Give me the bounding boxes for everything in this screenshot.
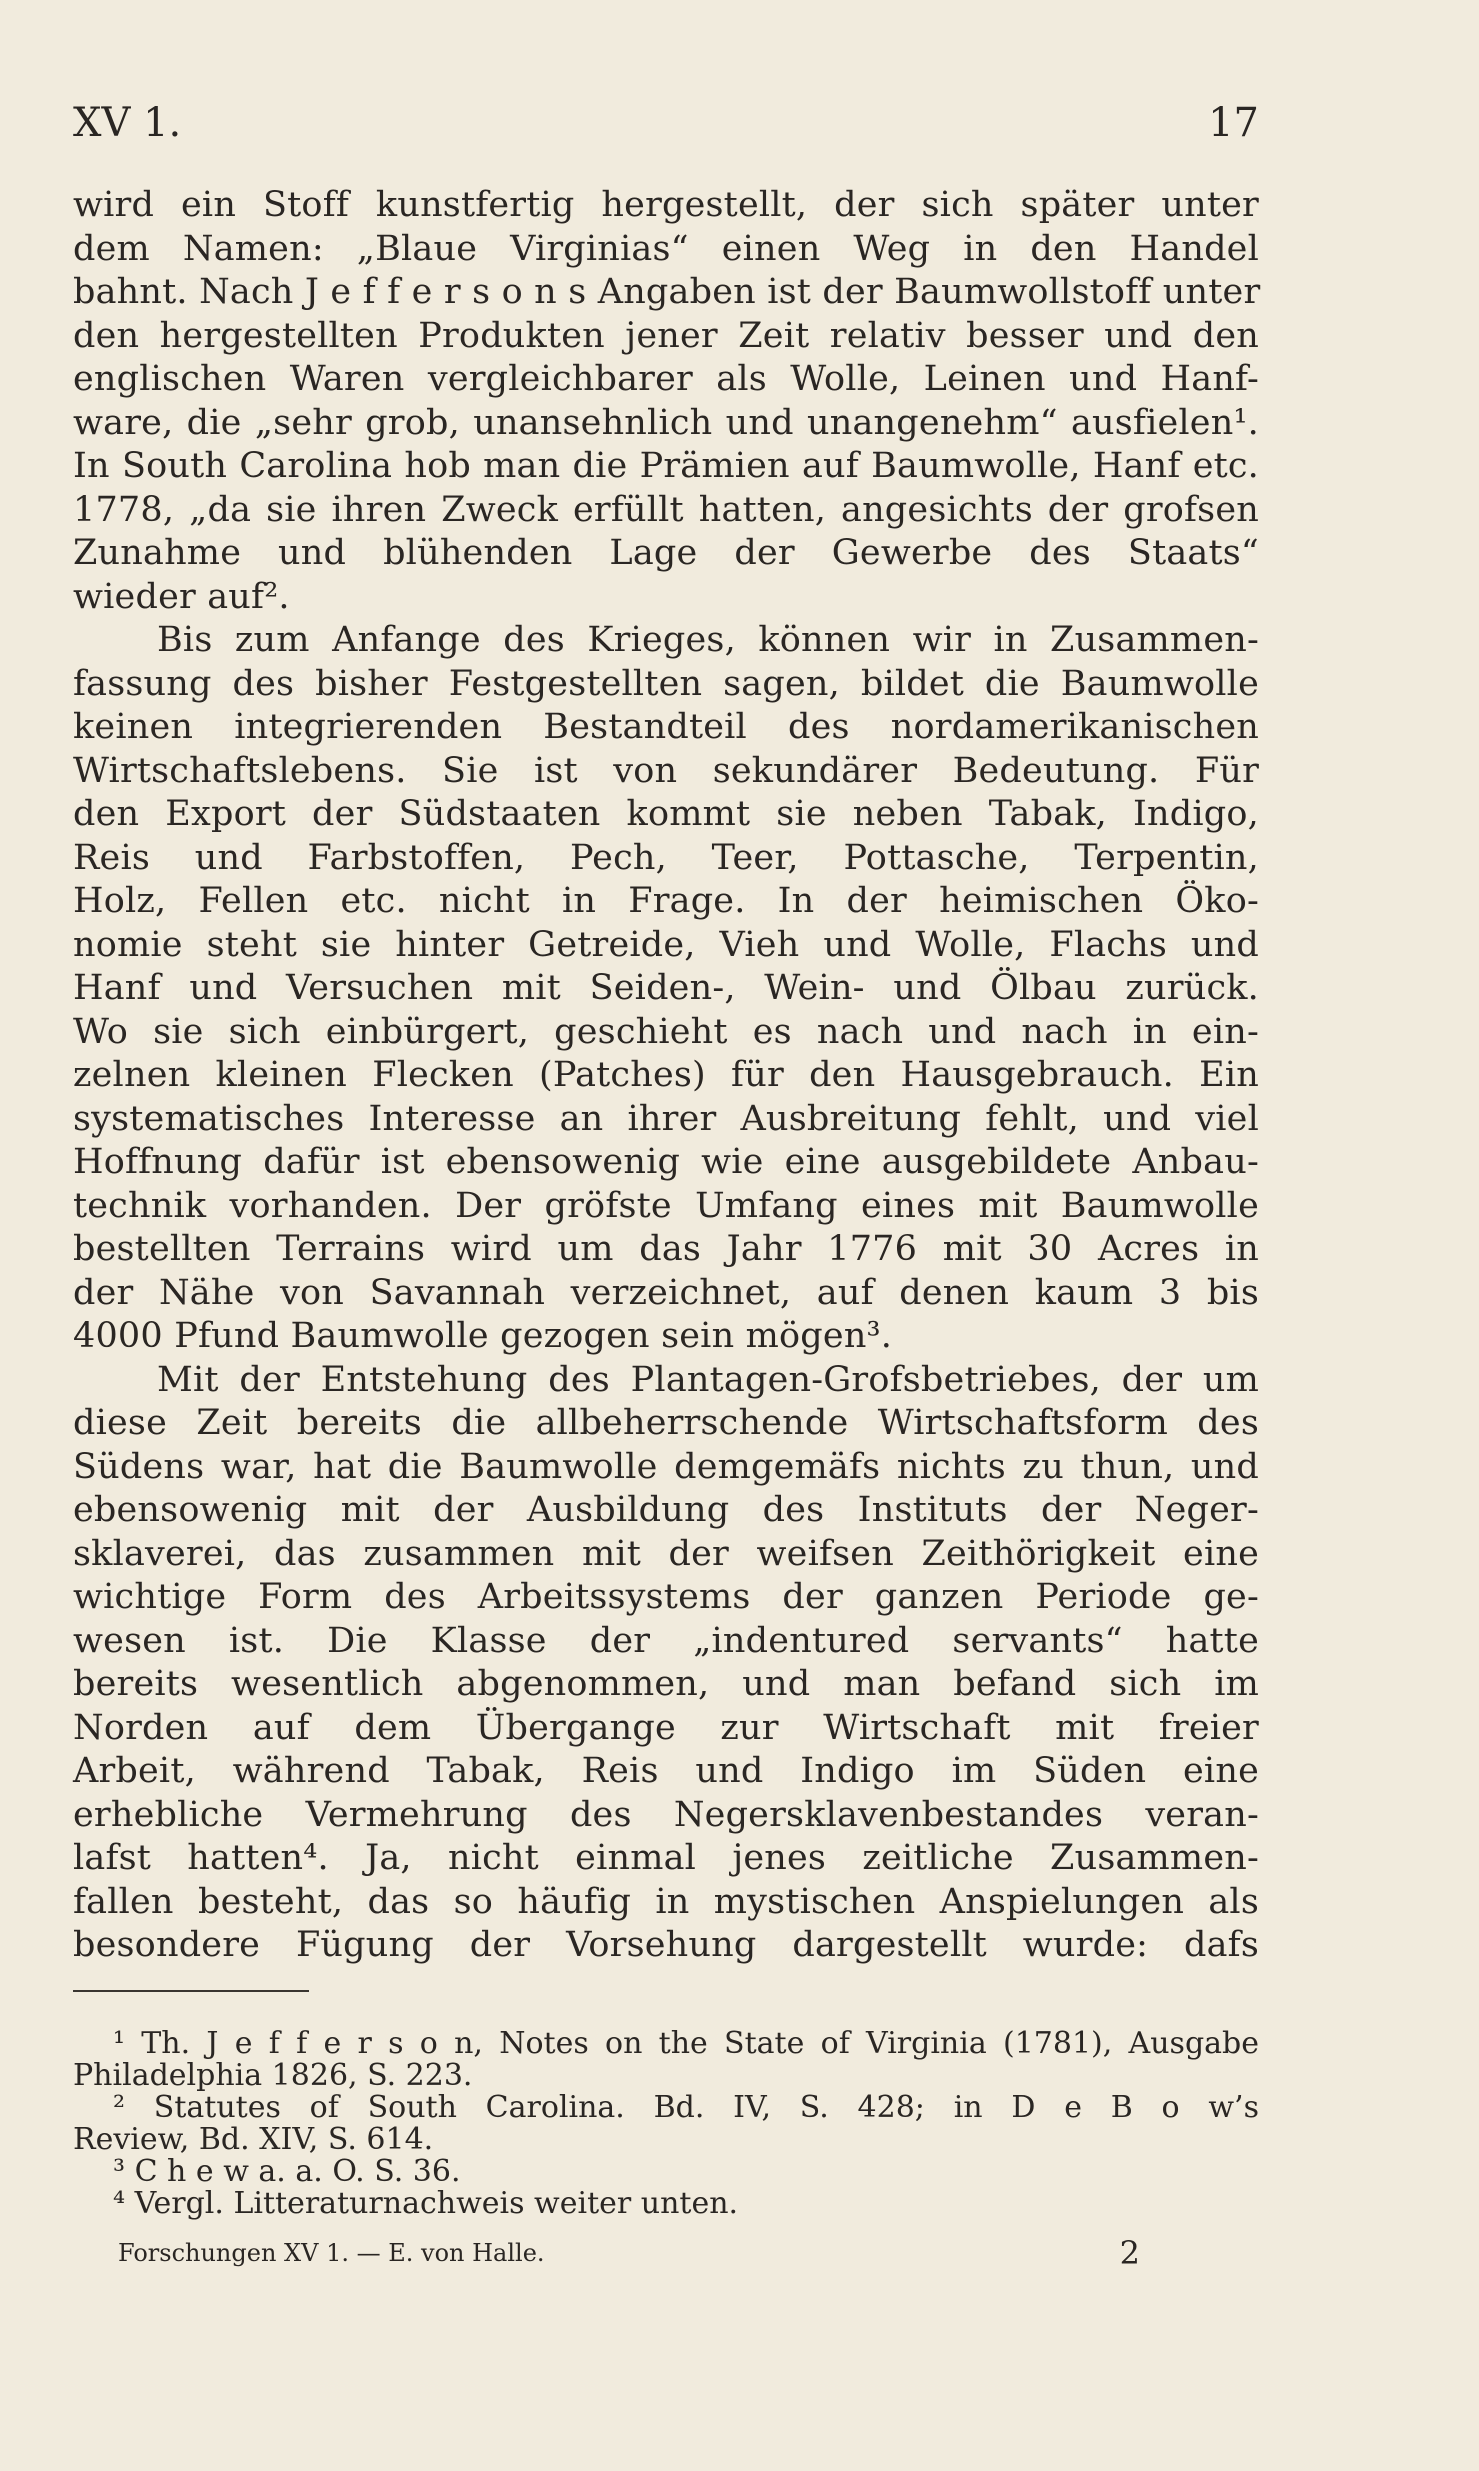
text-line: englischen Waren vergleichbarer als Wolle, Leinen und Hanf- bbox=[73, 359, 1259, 399]
footnote-line: ⁴ Vergl. Litteraturnachweis weiter unten. bbox=[113, 2186, 739, 2221]
text-line: keinen integrierenden Bestandteil des nordamerikanischen bbox=[73, 707, 1259, 747]
text-line: Südens war, hat die Baumwolle demgemäfs nichts zu thun, und bbox=[73, 1446, 1259, 1487]
text-line: Wo sie sich einbürgert, geschieht es nach und nach in ein- bbox=[73, 1011, 1259, 1052]
text-line: systematisches Interesse an ihrer Ausbreitung fehlt, und viel bbox=[73, 1098, 1259, 1139]
text-line: ware, die „sehr grob, unansehnlich und unangenehm“ ausfielen¹. bbox=[73, 402, 1259, 443]
text-line: lafst hatten⁴. Ja, nicht einmal jenes zeitliche Zusammen- bbox=[73, 1838, 1259, 1878]
text-line: In South Carolina hob man die Prämien auf Baumwolle, Hanf etc. bbox=[73, 446, 1259, 486]
text-line: Holz, Fellen etc. nicht in Frage. In der heimischen Öko- bbox=[73, 881, 1259, 921]
footnotes bbox=[73, 2028, 1259, 2220]
text-line: wird ein Stoff kunstfertig hergestellt, der sich später unter bbox=[73, 185, 1259, 225]
text-line: den hergestellten Produkten jener Zeit relativ besser und den bbox=[73, 315, 1259, 356]
footnote-line: Review, Bd. XIV, S. 614. bbox=[73, 2122, 434, 2157]
text-line: Zunahme und blühenden Lage der Gewerbe des Staats“ bbox=[73, 533, 1259, 573]
footnote-rule bbox=[73, 1990, 309, 1992]
text-line: dem Namen: „Blaue Virginias“ einen Weg in den Handel bbox=[73, 228, 1259, 269]
signature-text: Forschungen XV 1. — E. von Halle. bbox=[118, 2239, 545, 2267]
text-line: Mit der Entstehung des Plantagen-Grofsbetriebes, der um bbox=[157, 1359, 1259, 1400]
text-line: den Export der Südstaaten kommt sie neben Tabak, Indigo, bbox=[73, 794, 1259, 834]
text-line: bestellten Terrains wird um das Jahr 1776 mit 30 Acres in bbox=[73, 1229, 1259, 1269]
text-line: Reis und Farbstoffen, Pech, Teer, Pottasche, Terpentin, bbox=[73, 837, 1259, 878]
text-line: Norden auf dem Übergange zur Wirtschaft mit freier bbox=[73, 1707, 1259, 1748]
text-line: besondere Fügung der Vorsehung dargestellt wurde: dafs bbox=[73, 1925, 1259, 1965]
text-line: sklaverei, das zusammen mit der weifsen Zeithörigkeit eine bbox=[73, 1533, 1259, 1574]
text-line: technik vorhanden. Der gröfste Umfang eines mit Baumwolle bbox=[73, 1185, 1259, 1226]
text-line: bereits wesentlich abgenommen, und man befand sich im bbox=[73, 1664, 1259, 1704]
text-line: Wirtschaftslebens. Sie ist von sekundärer Bedeutung. Für bbox=[73, 750, 1259, 791]
text-line: fallen besteht, das so häufig in mystischen Anspielungen als bbox=[73, 1881, 1259, 1922]
text-line: erhebliche Vermehrung des Negersklavenbestandes veran- bbox=[73, 1794, 1259, 1835]
text-line: Hoffnung dafür ist ebensowenig wie eine ausgebildete Anbau- bbox=[73, 1142, 1259, 1182]
page-number: 17 bbox=[1208, 100, 1259, 146]
text-line: wesen ist. Die Klasse der „indentured servants“ hatte bbox=[73, 1620, 1259, 1661]
text-line: diese Zeit bereits die allbeherrschende Wirtschaftsform des bbox=[73, 1403, 1259, 1443]
signature-line bbox=[118, 2236, 1140, 2270]
footnote-line: Philadelphia 1826, S. 223. bbox=[73, 2058, 473, 2093]
text-line: zelnen kleinen Flecken (Patches) für den Hausgebrauch. Ein bbox=[73, 1055, 1259, 1095]
signature-number: 2 bbox=[1119, 2234, 1140, 2272]
text-line: ebensowenig mit der Ausbildung des Instituts der Neger- bbox=[73, 1490, 1259, 1530]
text-line: wieder auf². bbox=[73, 576, 290, 617]
text-line: der Nähe von Savannah verzeichnet, auf denen kaum 3 bis bbox=[73, 1272, 1259, 1313]
text-line: fassung des bisher Festgestellten sagen, bildet die Baumwolle bbox=[73, 663, 1259, 704]
volume-label: XV 1. bbox=[73, 100, 182, 146]
footnote-line: ¹ Th. J e f f e r s o n, Notes on the State of Virginia (1781), Ausgabe bbox=[113, 2026, 1259, 2061]
text-line: Arbeit, während Tabak, Reis und Indigo im Süden eine bbox=[73, 1751, 1259, 1791]
text-line: wichtige Form des Arbeitssystems der ganzen Periode ge- bbox=[73, 1577, 1259, 1617]
body-text bbox=[73, 184, 1259, 1968]
footnote-line: ² Statutes of South Carolina. Bd. IV, S. 428; in D e B o w’s bbox=[113, 2090, 1259, 2125]
footnote-line: ³ C h e w a. a. O. S. 36. bbox=[113, 2154, 461, 2189]
text-line: Bis zum Anfange des Krieges, können wir in Zusammen- bbox=[157, 620, 1259, 660]
text-line: Hanf und Versuchen mit Seiden-, Wein- und Ölbau zurück. bbox=[73, 968, 1259, 1008]
text-line: 4000 Pfund Baumwolle gezogen sein mögen³. bbox=[73, 1316, 893, 1356]
running-header bbox=[73, 98, 1259, 148]
text-line: 1778, „da sie ihren Zweck erfüllt hatten, angesichts der grofsen bbox=[73, 489, 1259, 530]
text-line: nomie steht sie hinter Getreide, Vieh und Wolle, Flachs und bbox=[73, 924, 1259, 965]
text-line: bahnt. Nach J e f f e r s o n s Angaben ist der Baumwollstoff unter bbox=[73, 272, 1261, 312]
